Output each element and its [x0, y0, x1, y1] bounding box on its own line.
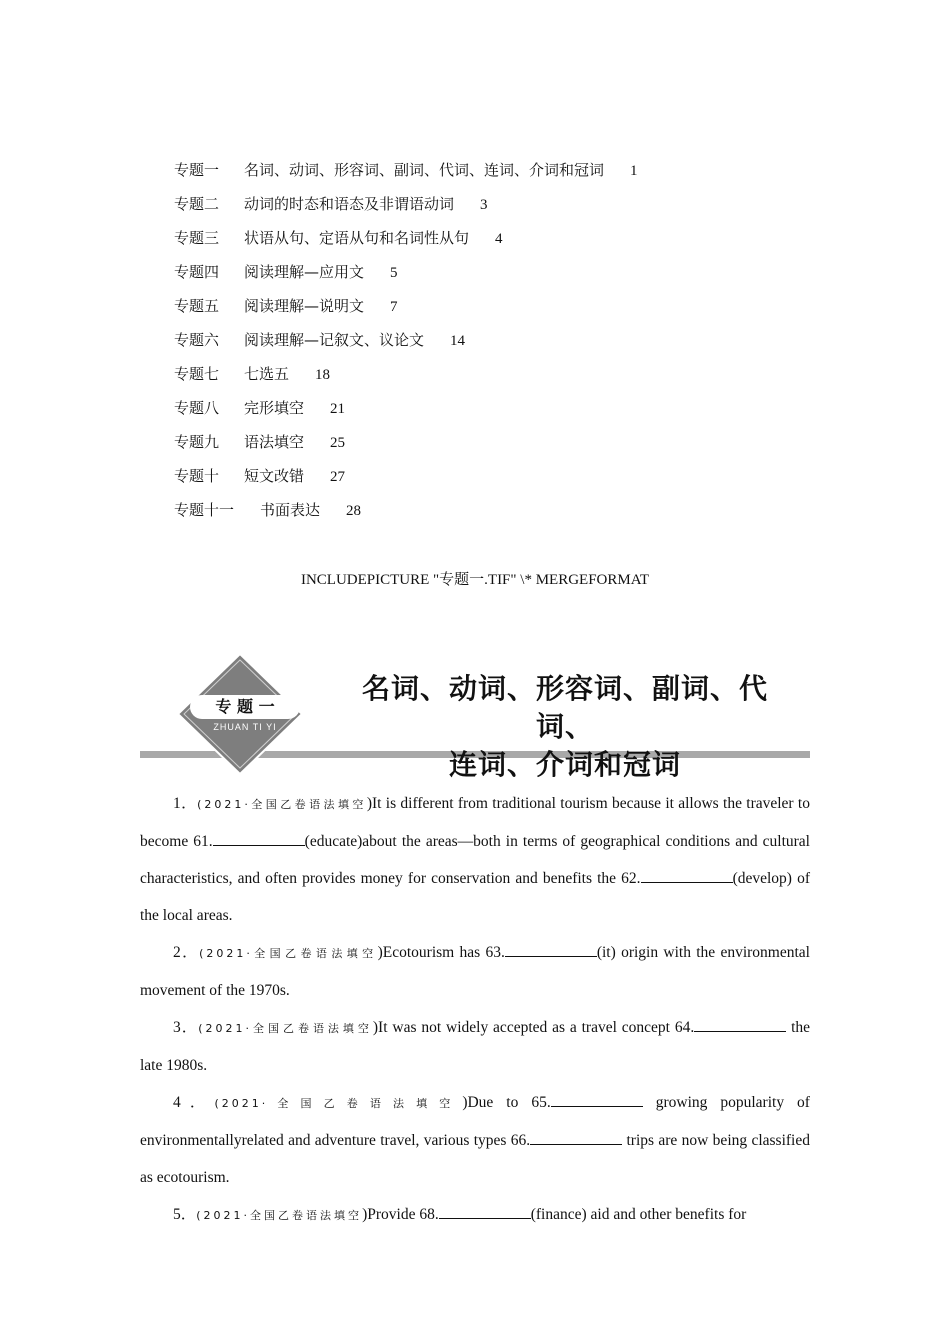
toc-title: 阅读理解—记叙文、议论文: [244, 331, 425, 349]
toc-entry[interactable]: [174, 190, 774, 224]
toc-page: 1: [630, 163, 638, 179]
question-1: [140, 785, 810, 934]
include-picture-field: INCLUDEPICTURE "专题一.TIF" \* MERGEFORMAT: [300, 572, 650, 588]
toc-title: 阅读理解—说明文: [244, 297, 365, 315]
chapter-banner: [140, 652, 810, 781]
toc-title: 书面表达: [260, 501, 321, 519]
question-text: )It is different from traditional tourism because it allows the traveler to become 61.: [140, 795, 810, 850]
heading-line-2: 连词、介词和冠词: [448, 748, 681, 781]
toc-title: 名词、动词、形容词、副词、代词、连词、介词和冠词: [244, 161, 605, 179]
toc-entry[interactable]: [174, 258, 774, 292]
toc-entry[interactable]: [174, 360, 774, 394]
exercise-list: [140, 785, 810, 1234]
badge-label: 专 题 一: [215, 697, 275, 716]
answer-blank-62[interactable]: [641, 868, 733, 883]
question-3: [140, 1009, 810, 1084]
toc-entry[interactable]: [174, 224, 774, 258]
chapter-heading: [340, 670, 790, 784]
toc-title: 语法填空: [244, 433, 305, 451]
toc-page: 14: [450, 333, 466, 349]
toc-title: 动词的时态和语态及非谓语动词: [244, 195, 455, 213]
question-number: 1．: [173, 795, 198, 812]
toc-entry[interactable]: [174, 156, 774, 190]
toc-entry[interactable]: [174, 496, 774, 530]
question-text: (develop) of the local areas.: [140, 870, 810, 924]
question-text: (finance) aid and other benefits for: [530, 1206, 747, 1223]
toc-label: 专题八: [174, 399, 220, 417]
question-text: )Provide 68.: [362, 1206, 439, 1223]
answer-blank-68[interactable]: [439, 1204, 531, 1219]
toc-label: 专题六: [174, 331, 220, 349]
question-text: )Due to 65.: [462, 1094, 551, 1111]
question-number: 3．: [173, 1019, 199, 1036]
toc-page: 21: [330, 401, 346, 417]
question-source: (2021·全国乙卷语法填空: [214, 1097, 463, 1110]
toc-title: 阅读理解—应用文: [244, 263, 365, 281]
answer-blank-63[interactable]: [505, 942, 597, 957]
badge-pinyin: ZHUAN TI YI: [213, 722, 277, 732]
toc-title: 状语从句、定语从句和名词性从句: [244, 229, 470, 247]
toc-entry[interactable]: [174, 394, 774, 428]
toc-page: 5: [390, 265, 398, 281]
question-text: (it) origin with the environmental movement of the 1970s.: [140, 944, 810, 999]
question-source: (2021·全国乙卷语法填空: [199, 947, 378, 960]
toc-page: 3: [480, 197, 488, 213]
answer-blank-65[interactable]: [551, 1092, 643, 1107]
question-text: trips are now being classified as ecotourism.: [140, 1132, 810, 1186]
toc-page: 28: [346, 503, 362, 519]
question-text: )It was not widely accepted as a travel concept 64.: [372, 1019, 695, 1036]
toc-page: 25: [330, 435, 346, 451]
toc-entry[interactable]: [174, 326, 774, 360]
answer-blank-66[interactable]: [530, 1130, 622, 1145]
question-4: [140, 1084, 810, 1196]
toc-title: 完形填空: [244, 399, 305, 417]
toc-entry[interactable]: [174, 428, 774, 462]
toc-label: 专题三: [174, 229, 220, 247]
question-number: 5．: [173, 1206, 197, 1223]
toc-title: 短文改错: [244, 467, 305, 485]
toc-label: 专题十: [174, 467, 220, 485]
answer-blank-64[interactable]: [694, 1017, 786, 1032]
toc-label: 专题二: [174, 195, 220, 213]
question-text: (educate)about the areas—both in terms of geographical conditions and cultural characteristics, and often provides money for conservation and benefits the 62.: [140, 833, 810, 887]
question-text: the late 1980s.: [140, 1019, 810, 1074]
toc-title: 七选五: [244, 365, 290, 383]
question-source: (2021·全国乙卷语法填空: [197, 798, 367, 811]
toc-label: 专题一: [174, 161, 220, 179]
toc-page: 4: [495, 231, 503, 247]
toc-page: 18: [315, 367, 331, 383]
table-of-contents: [174, 156, 774, 530]
question-text: growing popularity of environmentallyrelated and adventure travel, various types 66.: [140, 1094, 810, 1149]
toc-entry[interactable]: [174, 292, 774, 326]
toc-label: 专题七: [174, 365, 220, 383]
question-source: (2021·全国乙卷语法填空: [196, 1209, 363, 1222]
answer-blank-61[interactable]: [213, 831, 305, 846]
heading-line-1: 名词、动词、形容词、副词、代词、: [361, 672, 768, 743]
question-source: (2021·全国乙卷语法填空: [198, 1022, 373, 1035]
question-2: [140, 934, 810, 1009]
toc-label: 专题五: [174, 297, 220, 315]
question-number: 4．: [173, 1094, 215, 1111]
toc-page: 7: [390, 299, 398, 315]
toc-label: 专题四: [174, 263, 220, 281]
question-text: )Ecotourism has 63.: [377, 944, 505, 961]
question-5: [140, 1196, 810, 1234]
question-number: 2．: [173, 944, 200, 961]
toc-label: 专题十一: [174, 501, 235, 519]
toc-label: 专题九: [174, 433, 220, 451]
toc-entry[interactable]: [174, 462, 774, 496]
toc-page: 27: [330, 469, 346, 485]
